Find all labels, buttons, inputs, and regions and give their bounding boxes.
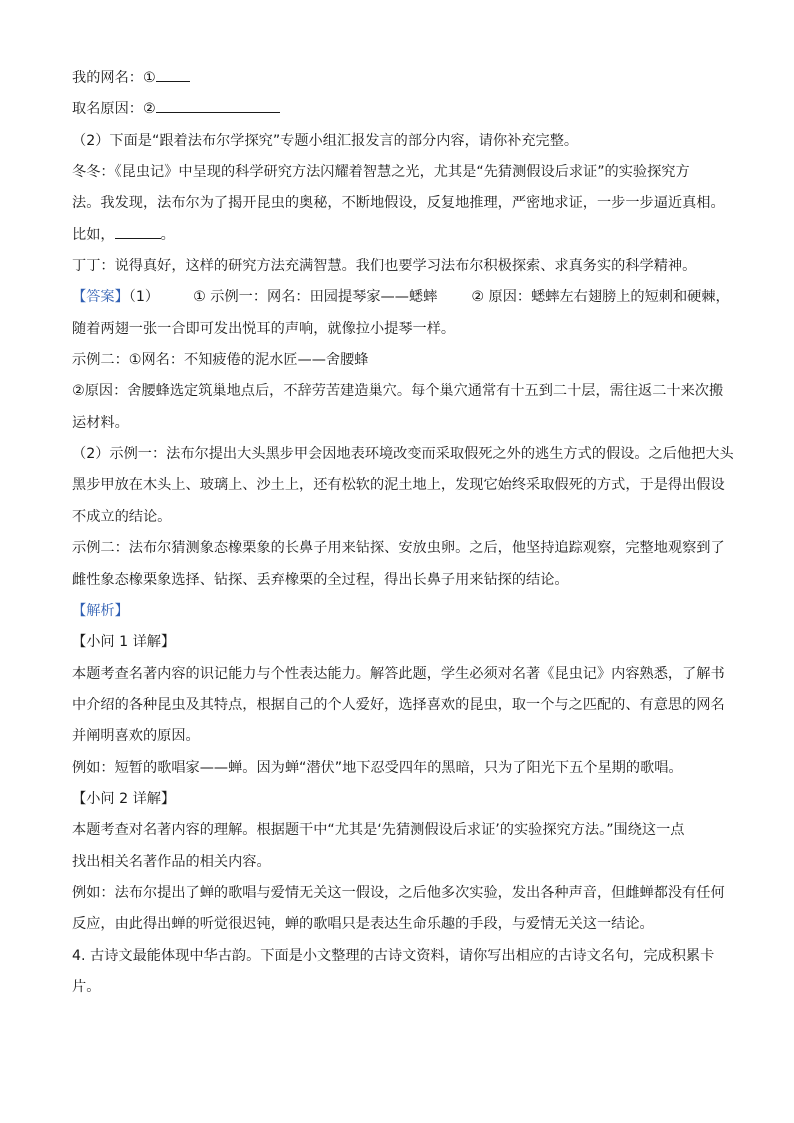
subsection-heading: 【小问 2 详解】 [72,790,176,807]
text-line: 并阐明喜欢的原因。 [72,728,200,745]
text-line: （2）示例一：法布尔提出大头黑步甲会因地表环境改变而采取假死之外的逃生方式的假设。之后他把大头 [72,446,734,463]
text-line: 找出相关名著作品的相关内容。 [72,853,271,870]
blank-line [156,97,280,113]
text-line: （2）下面是“跟着法布尔学探究”专题小组汇报发言的部分内容，请你补充完整。 [72,132,579,149]
text-line: 法。我发现，法布尔为了揭开昆虫的奥秘，不断地假设，反复地推理，严密地求证，一步一步逼近真相。 [72,195,725,212]
answer-tag: 【答案】 [72,289,129,306]
text-line: 不成立的结论。 [72,508,172,525]
text-line: 运材料。 [72,414,129,431]
text-line: 中介绍的各种昆虫及其特点，根据自己的个人爱好，选择喜欢的昆虫，取一个与之匹配的、有意思的网名 [72,696,725,713]
text-line: 冬冬：《昆虫记》中呈现的科学研究方法闪耀着智慧之光，尤其是“先猜测假设后求证”的实验探究方 [72,164,690,181]
blank-line [156,66,190,82]
document-body [72,63,740,1003]
text-line: 雌性象态橡栗象选择、钻探、丢弃橡栗的全过程，得出长鼻子用来钻探的结论。 [72,571,569,588]
blank-line [115,223,161,239]
text-line: 例如：短暂的歌唱家——蝉。因为蝉“潜伏”地下忍受四年的黑暗，只为了阳光下五个星期的歌唱。 [72,759,683,776]
text-line: 我的网名：① [72,63,740,94]
answer-line: 【答案】（1） ① 示例一：网名：田园提琴家——蟋蟀 ② 原因：蟋蟀左右翅膀上的短刺和硬棘， [72,289,730,306]
text-line: 本题考查名著内容的识记能力与个性表达能力。解答此题，学生必须对名著《昆虫记》内容熟悉，了解书 [72,665,725,682]
text-line: 本题考查对名著内容的理解。根据题干中“尤其是‘先猜测假设后求证’的实验探究方法。”围绕这一点 [72,822,685,839]
text-line: 反应，由此得出蝉的听觉很迟钝，蝉的歌唱只是表达生命乐趣的手段，与爱情无关这一结论。 [72,916,654,933]
text-line: 片。 [72,978,101,995]
text-line: 示例二：法布尔猜测象态橡栗象的长鼻子用来钻探、安放虫卵。之后，他坚持追踪观察，完整地观察到了 [72,540,725,557]
question-line: 4. 古诗文最能体现中华古韵。下面是小文整理的古诗文资料，请你写出相应的古诗文名句，完成积累卡 [72,947,715,964]
analysis-tag: 【解析】 [72,602,129,619]
text-line: 丁丁：说得真好，这样的研究方法充满智慧。我们也要学习法布尔积极探索、求真务实的科学精神。 [72,258,697,275]
text-line: 比如， 。 [72,220,740,251]
text-line: 示例二：①网名：不知疲倦的泥水匠——舍腰蜂 [72,352,369,369]
text-line: 例如：法布尔提出了蝉的歌唱与爱情无关这一假设，之后他多次实验，发出各种声音，但雌蝉都没有任何 [72,884,725,901]
text-line: 随着两翅一张一合即可发出悦耳的声响，就像拉小提琴一样。 [72,320,456,337]
text-line: 取名原因：② [72,94,740,125]
text-line: ②原因：舍腰蜂选定筑巢地点后，不辞劳苦建造巢穴。每个巢穴通常有十五到二十层，需往返二十来次搬 [72,383,724,400]
text-line: 黑步甲放在木头上、玻璃上、沙土上，还有松软的泥土地上，发现它始终采取假死的方式，于是得出假设 [72,477,725,494]
subsection-heading: 【小问 1 详解】 [72,634,176,651]
